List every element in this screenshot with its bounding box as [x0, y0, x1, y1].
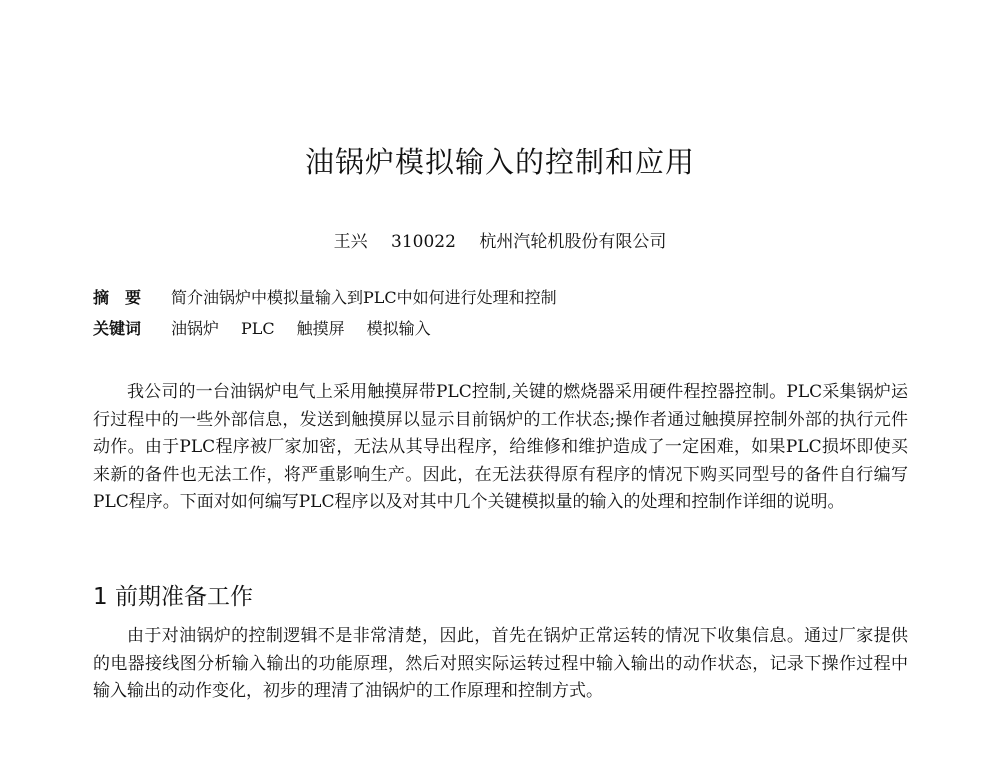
intro-paragraph: 我公司的一台油锅炉电气上采用触摸屏带PLC控制,关键的燃烧器采用硬件程控器控制。PLC采集锅炉运行过程中的一些外部信息，发送到触摸屏以显示目前锅炉的工作状态;操作者通过触摸屏控制外部的执行元件动作。由于PLC程序被厂家加密，无法从其导出程序，给维修和维护造成了一定困难，如果PLC损坏即使买来新的备件也无法工作，将严重影响生产。因此，在无法获得原有程序的情况下购买同型号的备件自行编写PLC程序。下面对如何编写PLC程序以及对其中几个关键模拟量的输入的处理和控制作详细的说明。 [93, 382, 908, 512]
author-affiliation: 杭州汽轮机股份有限公司 [479, 232, 667, 252]
keyword: 模拟输入 [366, 319, 431, 338]
abstract-line [93, 287, 557, 309]
keyword: PLC [241, 319, 275, 338]
section-paragraph: 由于对油锅炉的控制逻辑不是非常清楚，因此，首先在锅炉正常运转的情况下收集信息。通过厂家提供的电器接线图分析输入输出的功能原理，然后对照实际运转过程中输入输出的动作状态，记录下操作过程中输入输出的动作变化，初步的理清了油锅炉的工作原理和控制方式。 [93, 626, 908, 701]
keywords-line [93, 318, 453, 340]
keyword: 油锅炉 [171, 319, 220, 338]
author-postcode: 310022 [391, 232, 456, 252]
paper-title: 油锅炉模拟输入的控制和应用 [304, 145, 695, 179]
abstract-label: 摘 要 [93, 288, 142, 307]
section-heading: 1 前期准备工作 [93, 584, 253, 610]
author-name: 王兴 [333, 232, 368, 252]
abstract-text: 简介油锅炉中模拟量输入到PLC中如何进行处理和控制 [171, 288, 557, 307]
keyword: 触摸屏 [296, 319, 345, 338]
author-line [0, 227, 1000, 252]
keywords-label: 关键词 [93, 319, 142, 338]
